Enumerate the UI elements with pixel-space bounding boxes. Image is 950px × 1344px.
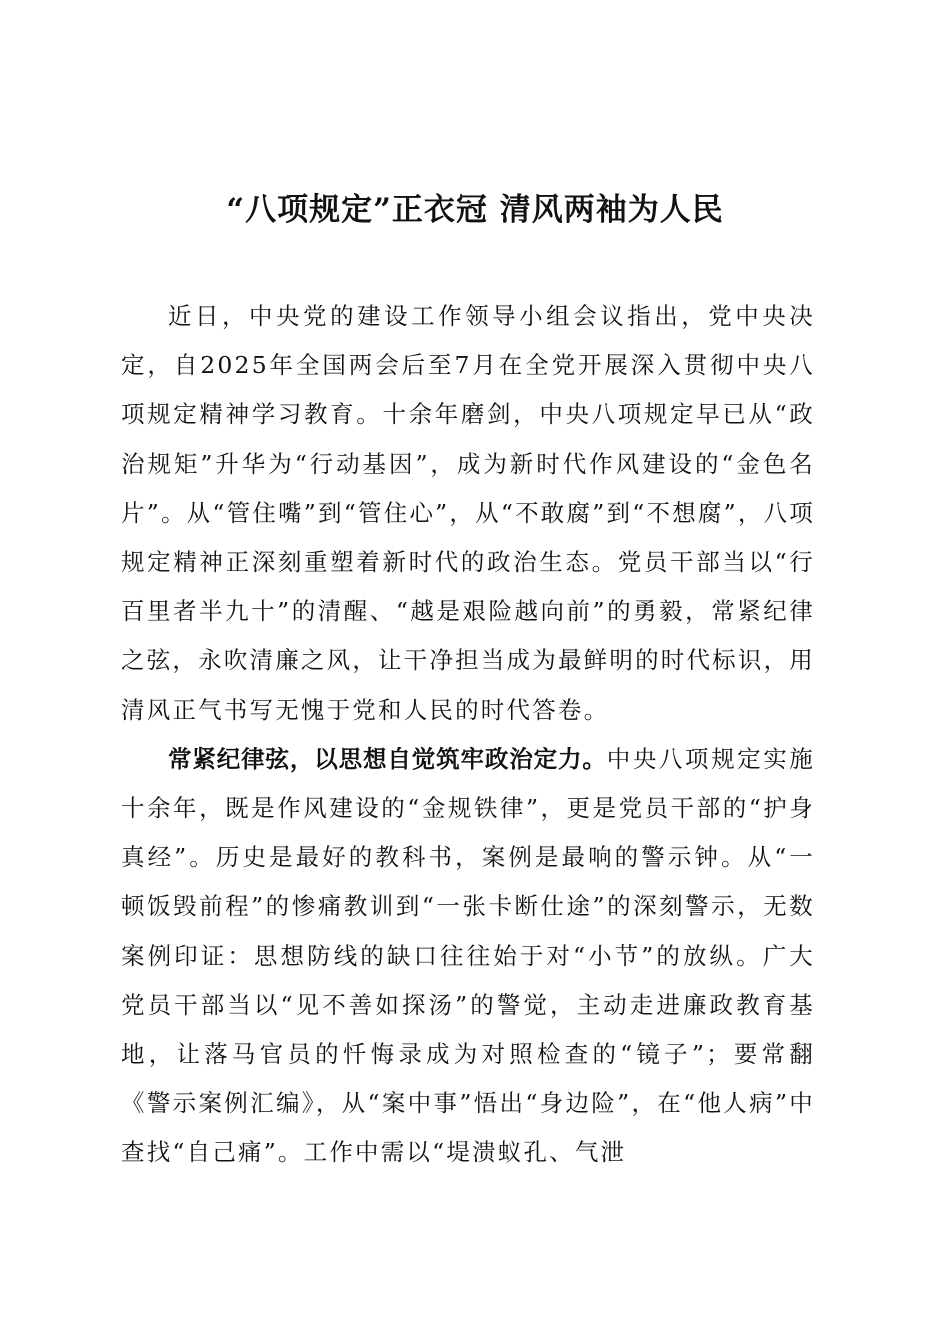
- paragraph-lead: 常紧纪律弦，以思想自觉筑牢政治定力。: [168, 744, 607, 773]
- paragraph-intro: [121, 292, 815, 735]
- document-title: “八项规定”正衣冠 清风两袖为人民: [226, 192, 724, 228]
- paragraph-text: 近日，中央党的建设工作领导小组会议指出，党中央决定，自2025年全国两会后至7月在全党开展深入贯彻中央八项规定精神学习教育。十余年磨剑，中央八项规定早已从“政治规矩”升华为“行动基因”，成为新时代作风建设的“金色名片”。从“管住嘴”到“管住心”，从“不敢腐”到“不想腐”，八项规定精神正深刻重塑着新时代的政治生态。党员干部当以“行百里者半九十”的清醒、“越是艰险越向前”的勇毅，常紧纪律之弦，永吹清廉之风，让干净担当成为最鲜明的时代标识，用清风正气书写无愧于党和人民的时代答卷。: [121, 302, 815, 724]
- paragraph-discipline: [121, 735, 815, 1178]
- document-body: [121, 292, 815, 1178]
- paragraph-text: 中央八项规定实施十余年，既是作风建设的“金规铁律”，更是党员干部的“护身真经”。历史是最好的教科书，案例是最响的警示钟。从“一顿饭毁前程”的惨痛教训到“一张卡断仕途”的深刻警示，无数案例印证：思想防线的缺口往往始于对“小节”的放纵。广大党员干部当以“见不善如探汤”的警觉，主动走进廉政教育基地，让落马官员的忏悔录成为对照检查的“镜子”；要常翻《警示案例汇编》，从“案中事”悟出“身边险”，在“他人病”中查找“自己痛”。工作中需以“堤溃蚁孔、气泄: [121, 744, 815, 1167]
